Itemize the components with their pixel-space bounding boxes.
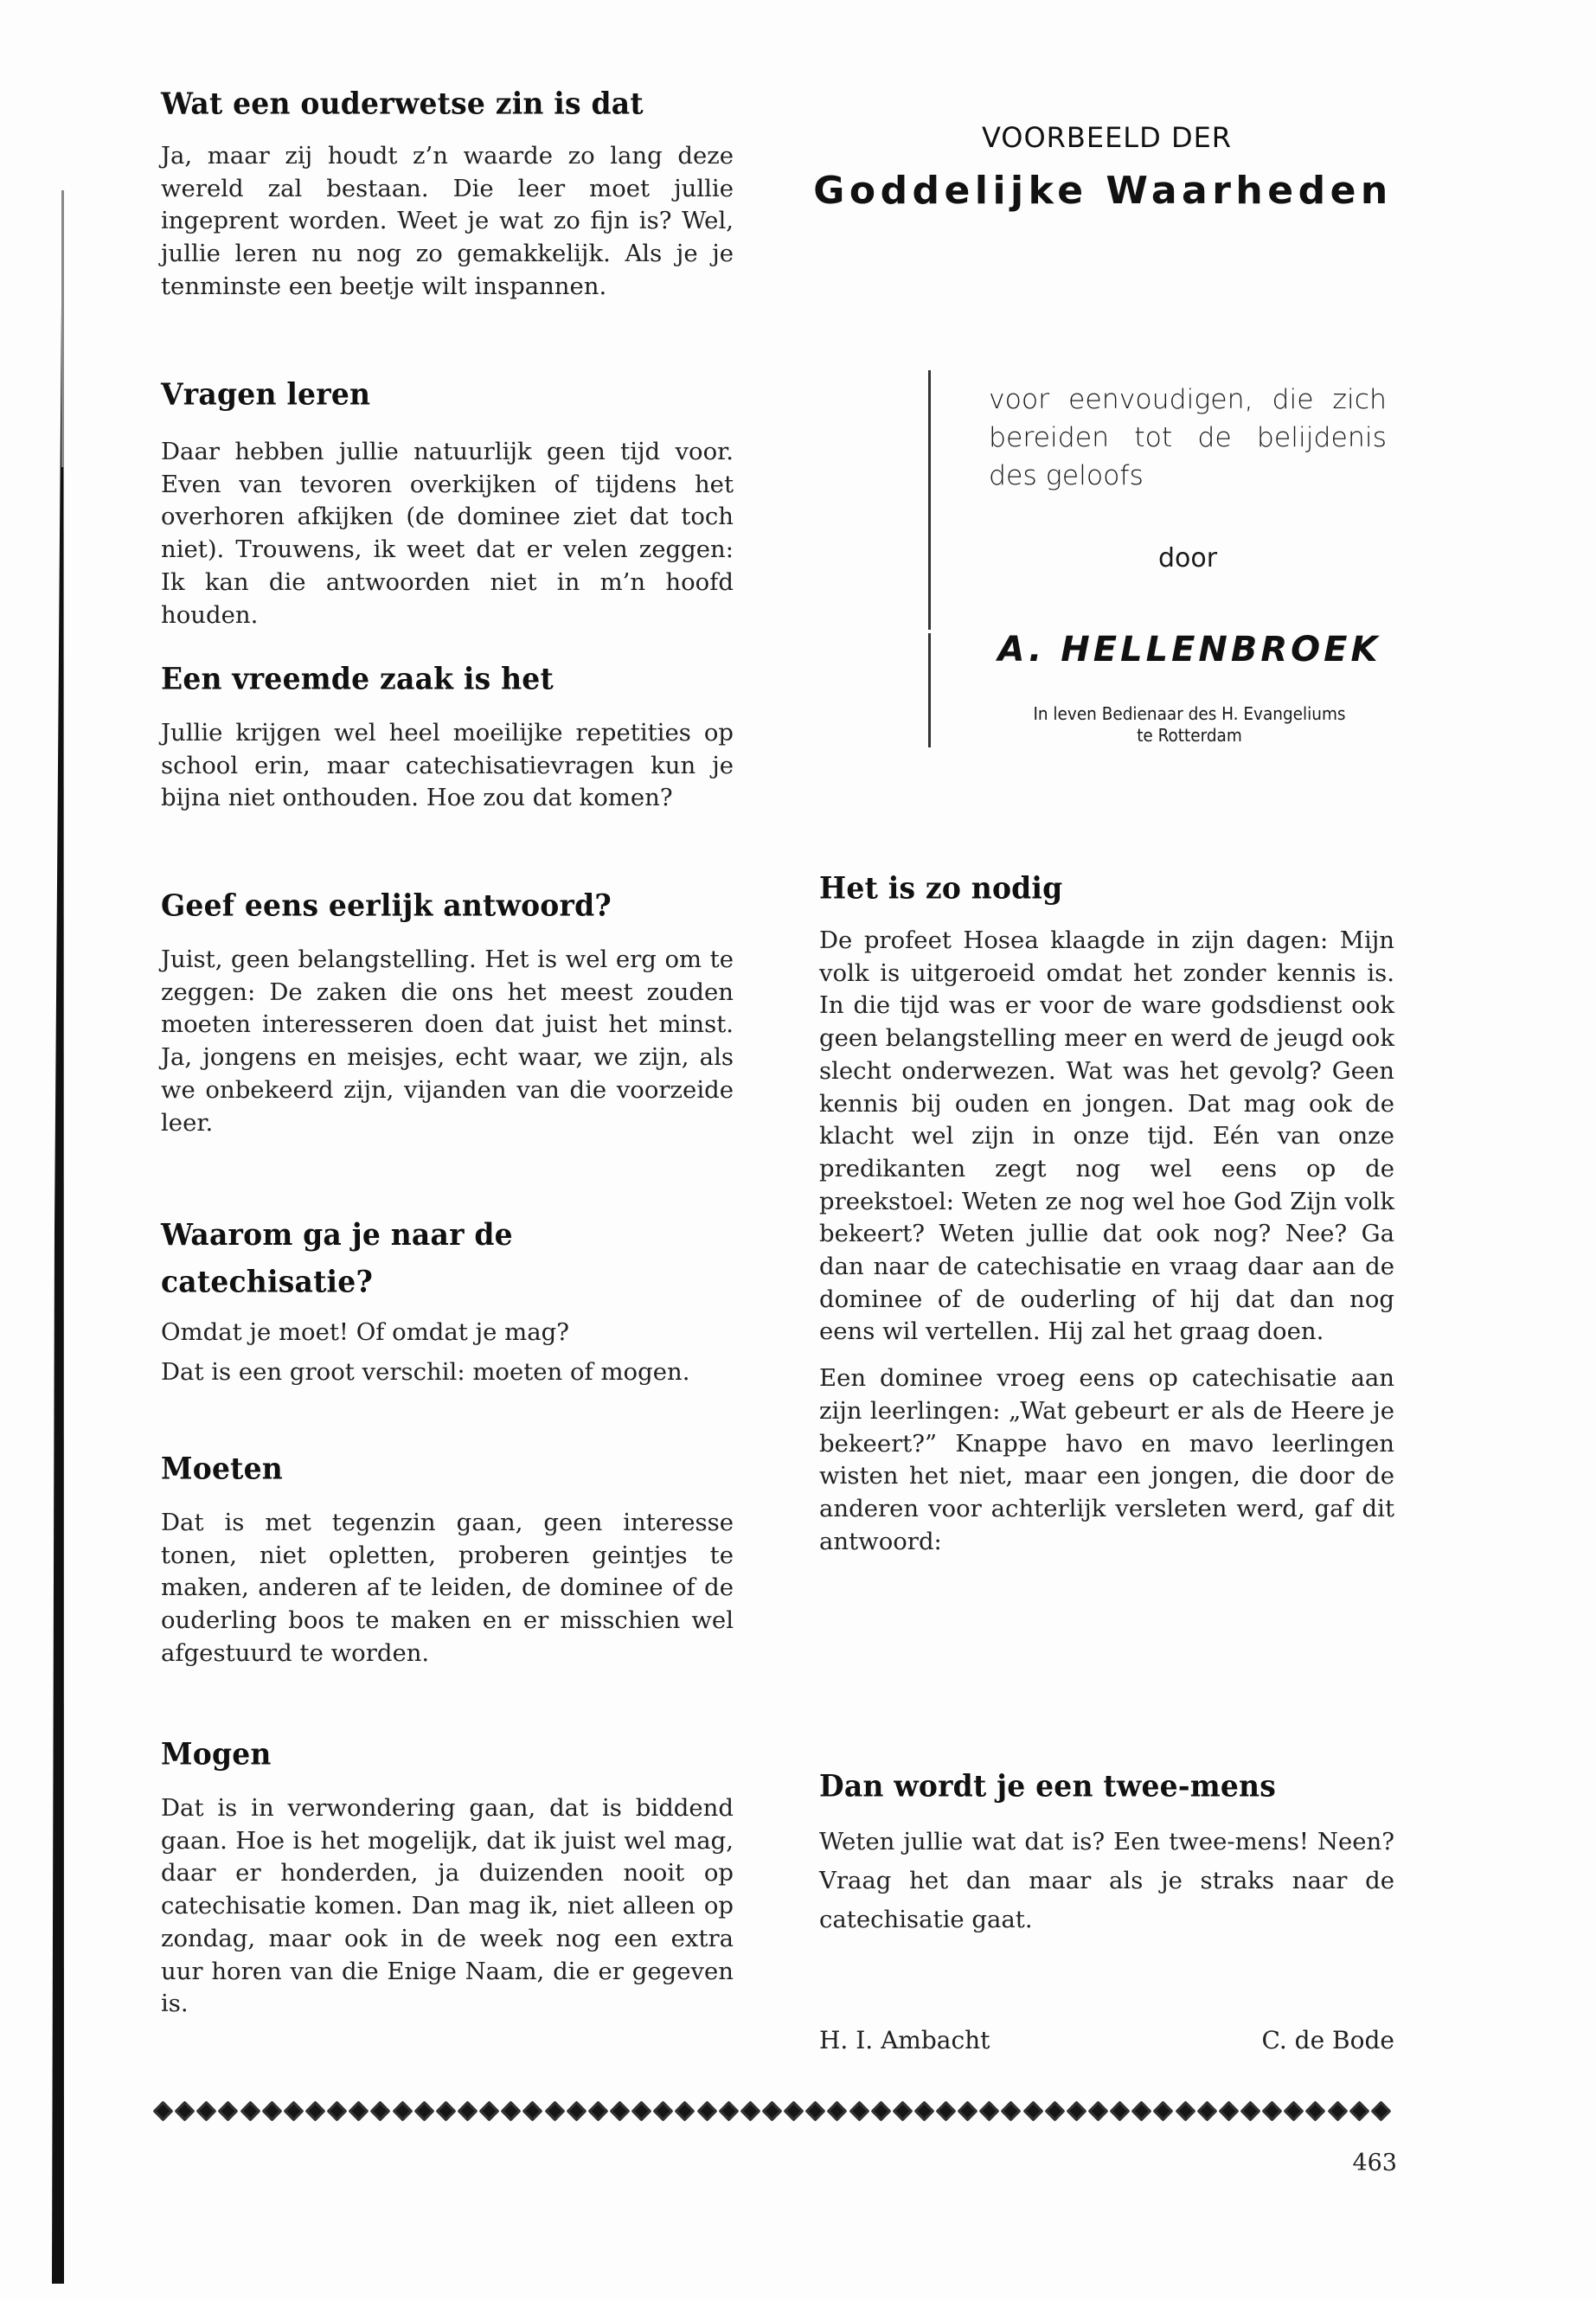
diamond-ornament-icon xyxy=(784,2100,804,2121)
section-waarom-catechisatie xyxy=(161,1211,734,1388)
diamond-ornament-icon xyxy=(1088,2100,1109,2121)
diamond-ornament-icon xyxy=(870,2100,891,2121)
page-number: 463 xyxy=(1352,2150,1397,2176)
diamond-ornament-icon xyxy=(479,2100,500,2121)
diamond-ornament-icon xyxy=(1218,2100,1239,2121)
section-heading: Dan wordt je een twee-mens xyxy=(819,1768,1277,1804)
diamond-ornament-icon xyxy=(740,2100,760,2121)
diamond-ornament-icon xyxy=(913,2100,934,2121)
diamond-ornament-icon xyxy=(587,2100,608,2121)
title-block-rule xyxy=(928,370,931,747)
section-paragraph: Jullie krijgen wel heel moeilijke repetities op school erin, maar catechisatievragen kun je bijna niet onthouden. Hoe zou dat komen? xyxy=(161,719,734,812)
diamond-ornament-icon xyxy=(805,2100,826,2121)
diamond-ornament-icon xyxy=(718,2100,739,2121)
ornament-divider xyxy=(156,2099,1388,2123)
diamond-ornament-icon xyxy=(152,2100,173,2121)
diamond-ornament-icon xyxy=(1066,2100,1086,2121)
diamond-ornament-icon xyxy=(349,2100,369,2121)
section-heading: Een vreemde zaak is het xyxy=(161,661,554,696)
section-heading: Vragen leren xyxy=(161,376,371,412)
section-paragraph: Ja, maar zij houdt z’n waarde zo lang deze wereld zal bestaan. Die leer moet jullie ingeprent worden. Weet je wat zo fijn is? Wel, jullie leren nu nog zo gemakkelijk. Als je je tenminste een beetje wilt inspannen. xyxy=(161,142,734,300)
office-line-1: In leven Bedienaar des H. Evangeliums xyxy=(1033,703,1346,724)
diamond-ornament-icon xyxy=(413,2100,434,2121)
diamond-ornament-icon xyxy=(675,2100,695,2121)
section-paragraph: Een dominee vroeg eens op catechisatie aan zijn leerlingen: „Wat gebeurt er als de Heere je bekeert?” Knappe havo en mavo leerlingen wisten het niet, maar een jongen, die door de anderen voor achterlijk versleten werd, gaf dit antwoord: xyxy=(819,1364,1394,1555)
section-moeten xyxy=(161,1450,734,1670)
diamond-ornament-icon xyxy=(979,2100,1000,2121)
section-ouderwetse-zin xyxy=(161,85,734,304)
section-paragraph: Dat is een groot verschil: moeten of mogen. xyxy=(161,1357,690,1386)
section-heading: Het is zo nodig xyxy=(819,870,1063,906)
diamond-ornament-icon xyxy=(609,2100,630,2121)
office-line-2: te Rotterdam xyxy=(1137,725,1242,746)
margin-rule xyxy=(52,190,64,2284)
diamond-ornament-icon xyxy=(631,2100,652,2121)
diamond-ornament-icon xyxy=(1110,2100,1131,2121)
diamond-ornament-icon xyxy=(304,2100,325,2121)
title-block-author: A. HELLENBROEK xyxy=(997,630,1381,670)
diamond-ornament-icon xyxy=(566,2100,586,2121)
diamond-ornament-icon xyxy=(827,2100,848,2121)
diamond-ornament-icon xyxy=(435,2100,456,2121)
diamond-ornament-icon xyxy=(544,2100,565,2121)
section-heading: Waarom ga je naar de catechisatie? xyxy=(161,1216,513,1299)
diamond-ornament-icon xyxy=(1327,2100,1348,2121)
diamond-ornament-icon xyxy=(653,2100,674,2121)
diamond-ornament-icon xyxy=(1370,2100,1391,2121)
signature-right: C. de Bode xyxy=(1261,2026,1394,2054)
signature-left: H. I. Ambacht xyxy=(819,2026,990,2054)
diamond-ornament-icon xyxy=(240,2100,260,2121)
diamond-ornament-icon xyxy=(392,2100,413,2121)
section-paragraph: Dat is met tegenzin gaan, geen interesse tonen, niet opletten, proberen geintjes te maken, anderen af te leiden, de dominee of de ouderling boos te maken en er misschien wel afgestuurd te worden. xyxy=(161,1509,734,1667)
diamond-ornament-icon xyxy=(849,2100,869,2121)
section-paragraph: Daar hebben jullie natuurlijk geen tijd voor. Even van tevoren overkijken of tijdens het overhoren afkijken (de dominee ziet dat toch niet). Trouwens, ik weet dat er velen zeggen: Ik kan die antwoorden niet in m’n hoofd houden. xyxy=(161,438,734,629)
section-paragraph: De profeet Hosea klaagde in zijn dagen: Mijn volk is uitgeroeid omdat het zonder kennis is. In die tijd was er voor de ware godsdienst ook geen belangstelling meer en werd de jeugd ook slecht onderwezen. Wat was het gevolg? Geen kennis bij ouden en jongen. Dat mag ook de klacht wel zijn in onze tijd. Eén van onze predikanten zegt nog wel eens op de preekstoel: Weten ze nog wel hoe God Zijn volk bekeert? Weten jullie dat ook nog? Nee? Ga dan naar de catechisatie en vraag daar aan de dominee of de ouderling of hij dat dan nog eens wil vertellen. Hij zal het graag doen. xyxy=(819,926,1394,1346)
diamond-ornament-icon xyxy=(1022,2100,1043,2121)
diamond-ornament-icon xyxy=(196,2100,217,2121)
diamond-ornament-icon xyxy=(1305,2100,1326,2121)
diamond-ornament-icon xyxy=(1153,2100,1174,2121)
section-heading: Wat een ouderwetse zin is dat xyxy=(161,86,644,121)
diamond-ornament-icon xyxy=(457,2100,478,2121)
section-vreemde-zaak xyxy=(161,660,734,815)
diamond-ornament-icon xyxy=(1001,2100,1022,2121)
title-block-office xyxy=(977,703,1401,747)
section-heading: Moeten xyxy=(161,1451,283,1486)
section-paragraph: Omdat je moet! Of omdat je mag? xyxy=(161,1318,569,1346)
diamond-ornament-icon xyxy=(370,2100,391,2121)
diamond-ornament-icon xyxy=(218,2100,239,2121)
diamond-ornament-icon xyxy=(1284,2100,1304,2121)
diamond-ornament-icon xyxy=(1196,2100,1217,2121)
diamond-ornament-icon xyxy=(1349,2100,1369,2121)
diamond-ornament-icon xyxy=(283,2100,304,2121)
section-heading: Geef eens eerlijk antwoord? xyxy=(161,888,612,923)
diamond-ornament-icon xyxy=(501,2100,522,2121)
section-paragraph: Weten jullie wat dat is? Een twee-mens! Neen? Vraag het dan maar als je straks naar de catechisatie gaat. xyxy=(819,1828,1394,1933)
title-block-kicker: VOORBEELD DER xyxy=(981,121,1233,154)
diamond-ornament-icon xyxy=(958,2100,978,2121)
diamond-ornament-icon xyxy=(936,2100,957,2121)
section-twee-mens xyxy=(819,1767,1394,1939)
diamond-ornament-icon xyxy=(892,2100,913,2121)
diamond-ornament-icon xyxy=(175,2100,195,2121)
title-block-title: Goddelijke Waarheden xyxy=(813,169,1393,213)
diamond-ornament-icon xyxy=(1131,2100,1152,2121)
diamond-ornament-icon xyxy=(522,2100,543,2121)
title-block-by: door xyxy=(1157,543,1218,574)
section-paragraph: Dat is in verwondering gaan, dat is biddend gaan. Hoe is het mogelijk, dat ik juist wel mag, daar er honderden, ja duizenden nooit op catechisatie komen. Dan mag ik, niet alleen op zondag, maar ook in de week nog een extra uur horen van die Enige Naam, die er gegeven is. xyxy=(161,1794,734,2018)
section-vragen-leren xyxy=(161,375,734,631)
section-eerlijk-antwoord xyxy=(161,887,734,1139)
diamond-ornament-icon xyxy=(327,2100,348,2121)
diamond-ornament-icon xyxy=(261,2100,282,2121)
diamond-ornament-icon xyxy=(1175,2100,1195,2121)
diamond-ornament-icon xyxy=(1240,2100,1261,2121)
diamond-ornament-icon xyxy=(1262,2100,1283,2121)
section-mogen xyxy=(161,1735,734,2021)
diamond-ornament-icon xyxy=(696,2100,717,2121)
title-block-subtitle: voor eenvoudigen, die zich bereiden tot de belijdenis des geloofs xyxy=(989,384,1387,491)
section-paragraph: Juist, geen belangstelling. Het is wel erg om te zeggen: De zaken die ons het meest zouden moeten interesseren doen dat juist het minst. Ja, jongens en meisjes, echt waar, we zijn, als we onbekeerd zijn, vijanden van die voorzeide leer. xyxy=(161,945,734,1137)
diamond-ornament-icon xyxy=(1044,2100,1065,2121)
signatures xyxy=(819,2026,1394,2054)
section-heading: Mogen xyxy=(161,1736,272,1772)
section-zo-nodig xyxy=(819,869,1394,1558)
diamond-ornament-icon xyxy=(761,2100,782,2121)
